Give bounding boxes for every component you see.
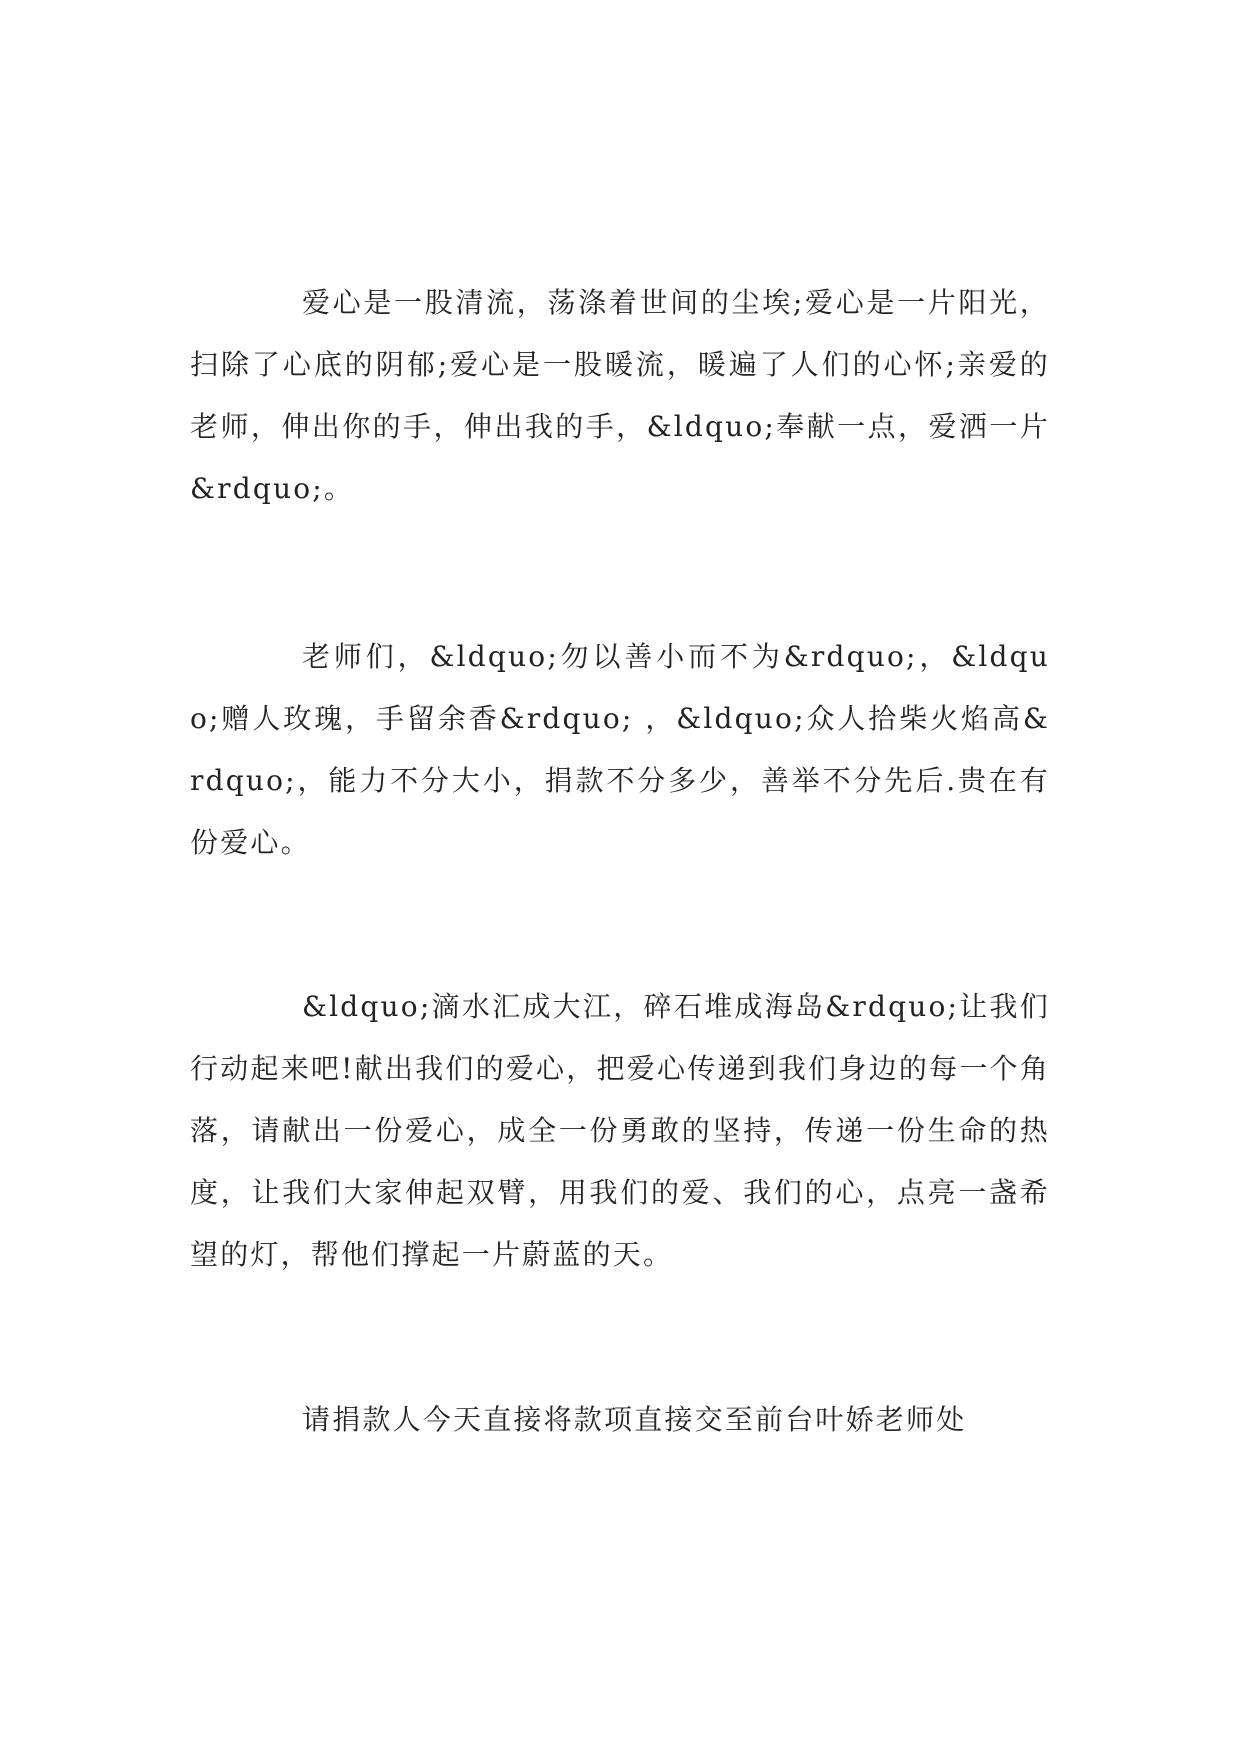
paragraph-call-to-action: &ldquo;滴水汇成大江，碎石堆成海岛&rdquo;让我们行动起来吧!献出我们的爱心，把爱心传递到我们身边的每一个角落，请献出一份爱心，成全一份勇敢的坚持，传递一份生命的热度，让我们大家伸起双臂，用我们的爱、我们的心，点亮一盏希望的灯，帮他们撑起一片蔚蓝的天。 xyxy=(190,990,1050,1271)
paragraph-appeal-to-teachers: 老师们，&ldquo;勿以善小而不为&rdquo;，&ldquo;赠人玫瑰，手留余香&rdquo; ，&ldquo;众人拾柴火焰高&rdquo;，能力不分大小，捐款不分多少，善举不分先后.贵在有份爱心。 xyxy=(190,640,1050,859)
paragraph-love-metaphor: 爱心是一股清流，荡涤着世间的尘埃;爱心是一片阳光，扫除了心底的阴郁;爱心是一股暖流，暖遍了人们的心怀;亲爱的老师，伸出你的手，伸出我的手，&ldquo;奉献一点，爱洒一片&rdquo;。 xyxy=(190,286,1050,505)
paragraph-donation-instructions: 请捐款人今天直接将款项直接交至前台叶娇老师处 xyxy=(302,1403,967,1436)
